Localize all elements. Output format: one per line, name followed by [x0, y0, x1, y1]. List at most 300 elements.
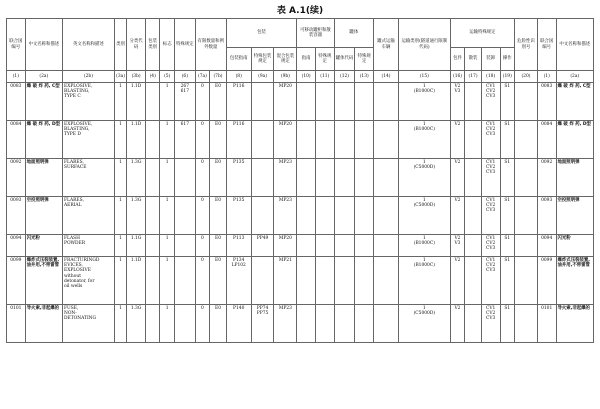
- transport-category-cell: [398, 121, 450, 159]
- un-no-text: 0093: [10, 198, 22, 203]
- package-provision-cell: [450, 121, 465, 159]
- column-number: (4): [145, 71, 160, 83]
- special-packing-cell: [251, 257, 274, 305]
- special-packing-cell: [251, 235, 274, 257]
- table-row: [7, 121, 594, 159]
- operation-provision-cell: [500, 257, 515, 305]
- bulk-provision-cell: [465, 197, 482, 235]
- excepted-qty-text: E0: [214, 198, 221, 203]
- operation-provision-cell: [500, 305, 515, 343]
- header-tank-code: 罐体代码: [334, 48, 355, 71]
- transport-category-cell: [398, 197, 450, 235]
- tank-instruction-cell: [297, 83, 316, 121]
- tank-code-cell: [334, 83, 355, 121]
- transport-category-text: 1 (B1000C): [413, 258, 435, 269]
- packing-instruction-cell: [226, 305, 251, 343]
- column-number: (2a): [556, 71, 593, 83]
- classification-code-cell: [127, 235, 146, 257]
- package-provision-text: V2: [454, 198, 461, 203]
- hazard-no-cell: [515, 83, 538, 121]
- classification-code-cell: [127, 159, 146, 197]
- loading-provision-text: CV1 CV2 CV3: [486, 84, 496, 100]
- tank-special-cell: [315, 121, 334, 159]
- packing-instruction-cell: [226, 257, 251, 305]
- class-cell: [114, 257, 126, 305]
- hazard-no-cell: [515, 235, 538, 257]
- class-cell: [114, 197, 126, 235]
- classification-code-text: 1.3G: [130, 198, 142, 203]
- special-packing-text: PP74 PP75: [256, 306, 269, 317]
- column-number: (2b): [62, 71, 114, 83]
- label-cell: [160, 305, 175, 343]
- en-name-text: EXPLOSIVE, BLASTING, TYPE D: [63, 122, 93, 138]
- mixed-packing-cell: [274, 83, 297, 121]
- excepted-qty-cell: [210, 235, 227, 257]
- excepted-qty-cell: [210, 83, 227, 121]
- column-number: (5): [160, 71, 175, 83]
- un-no-2-cell: [537, 197, 556, 235]
- header-special-packing: 特殊包装规定: [251, 48, 274, 71]
- tank-special-2-cell: [355, 121, 374, 159]
- transport-category-cell: [398, 83, 450, 121]
- vehicle-cell: [374, 159, 399, 197]
- column-number: (18): [481, 71, 500, 83]
- un-no-2-text: 0092: [541, 160, 553, 165]
- cn-name-text: 闪光粉: [26, 236, 40, 241]
- packing-instruction-text: P116: [233, 84, 245, 89]
- vehicle-cell: [374, 121, 399, 159]
- limited-qty-text: 0: [201, 160, 204, 165]
- table-row: [7, 305, 594, 343]
- classification-code-text: 1.1D: [130, 84, 142, 89]
- mixed-packing-cell: [274, 305, 297, 343]
- label-text: 1: [165, 306, 169, 311]
- hazard-no-cell: [515, 197, 538, 235]
- operation-provision-text: S1: [504, 198, 511, 203]
- label-text: 1: [165, 122, 169, 127]
- transport-category-cell: [398, 305, 450, 343]
- mixed-packing-cell: [274, 121, 297, 159]
- class-text: 1: [119, 122, 122, 127]
- label-cell: [160, 159, 175, 197]
- header-special-provisions: 特殊规定: [174, 19, 195, 71]
- loading-provision-cell: [481, 121, 500, 159]
- un-no-text: 0099: [10, 258, 22, 263]
- column-number: (10): [297, 71, 316, 83]
- package-provision-text: V2: [454, 306, 461, 311]
- class-text: 1: [119, 198, 122, 203]
- operation-provision-text: S1: [504, 236, 511, 241]
- packing-instruction-cell: [226, 83, 251, 121]
- special-provisions-text: 617: [180, 122, 190, 127]
- tank-code-cell: [334, 305, 355, 343]
- packing-group-cell: [145, 257, 160, 305]
- special-packing-cell: [251, 121, 274, 159]
- table-body: [7, 83, 594, 343]
- classification-code-cell: [127, 257, 146, 305]
- operation-provision-text: S1: [504, 160, 511, 165]
- package-provision-text: V2: [454, 160, 461, 165]
- vehicle-cell: [374, 197, 399, 235]
- header-tank-instruction: 指南: [297, 48, 316, 71]
- loading-provision-text: CV1 CV2 CV3: [486, 258, 496, 274]
- loading-provision-cell: [481, 159, 500, 197]
- tank-instruction-cell: [297, 235, 316, 257]
- column-number: (13): [355, 71, 374, 83]
- cn-name-2-cell: [556, 121, 593, 159]
- package-provision-cell: [450, 257, 465, 305]
- un-no-cell: [7, 121, 26, 159]
- operation-provision-text: S1: [504, 122, 511, 127]
- classification-code-cell: [127, 305, 146, 343]
- classification-code-text: 1.1G: [130, 236, 142, 241]
- classification-code-text: 1.1D: [130, 258, 142, 263]
- tank-special-cell: [315, 159, 334, 197]
- hazard-no-cell: [515, 305, 538, 343]
- un-no-cell: [7, 197, 26, 235]
- special-packing-cell: [251, 83, 274, 121]
- tank-special-2-cell: [355, 83, 374, 121]
- header-packing-group: 包装类别: [145, 19, 160, 71]
- limited-qty-cell: [195, 197, 210, 235]
- en-name-text: EXPLOSIVE, BLASTING, TYPE C: [63, 84, 93, 100]
- bulk-provision-cell: [465, 121, 482, 159]
- cn-name-2-text: 闪光粉: [557, 236, 571, 241]
- tank-special-cell: [315, 305, 334, 343]
- column-number: (16): [450, 71, 465, 83]
- un-no-2-cell: [537, 83, 556, 121]
- limited-qty-text: 0: [201, 236, 204, 241]
- cn-name-text: 导火索,非起爆的: [26, 306, 60, 311]
- classification-code-cell: [127, 83, 146, 121]
- special-provisions-cell: [174, 305, 195, 343]
- limited-qty-text: 0: [201, 198, 204, 203]
- un-no-cell: [7, 235, 26, 257]
- loading-provision-text: CV1 CV2 CV3: [486, 198, 496, 214]
- package-provision-cell: [450, 83, 465, 121]
- mixed-packing-text: MP20: [278, 84, 292, 89]
- un-no-2-cell: [537, 235, 556, 257]
- tank-code-cell: [334, 121, 355, 159]
- un-no-text: 0094: [10, 236, 22, 241]
- classification-code-cell: [127, 121, 146, 159]
- mixed-packing-text: MP23: [278, 198, 292, 203]
- column-number: (7b): [210, 71, 227, 83]
- operation-provision-cell: [500, 83, 515, 121]
- special-provisions-cell: [174, 121, 195, 159]
- en-name-cell: [62, 305, 114, 343]
- en-name-text: FLARES, SURFACE: [63, 160, 87, 171]
- en-name-cell: [62, 197, 114, 235]
- tank-code-cell: [334, 257, 355, 305]
- vehicle-cell: [374, 305, 399, 343]
- mixed-packing-cell: [274, 197, 297, 235]
- limited-qty-text: 0: [201, 84, 204, 89]
- table-row: [7, 159, 594, 197]
- header-tank-group: 罐体: [334, 19, 373, 48]
- packing-instruction-text: P135: [233, 198, 245, 203]
- label-text: 1: [165, 160, 169, 165]
- special-provisions-cell: [174, 197, 195, 235]
- packing-group-cell: [145, 197, 160, 235]
- package-provision-cell: [450, 305, 465, 343]
- tank-instruction-cell: [297, 197, 316, 235]
- table-row: [7, 83, 594, 121]
- column-number: (11): [315, 71, 334, 83]
- un-no-2-text: 0083: [541, 84, 553, 89]
- en-name-cell: [62, 121, 114, 159]
- tank-special-cell: [315, 83, 334, 121]
- special-packing-text: PP49: [256, 236, 269, 241]
- excepted-qty-text: E0: [214, 258, 221, 263]
- packing-instruction-text: P116: [233, 122, 245, 127]
- tank-code-cell: [334, 197, 355, 235]
- excepted-qty-text: E0: [214, 84, 221, 89]
- header-st-operation: 操作: [500, 48, 515, 71]
- excepted-qty-cell: [210, 197, 227, 235]
- loading-provision-cell: [481, 197, 500, 235]
- cn-name-cell: [25, 159, 62, 197]
- operation-provision-cell: [500, 159, 515, 197]
- operation-provision-text: S1: [504, 258, 511, 263]
- cn-name-cell: [25, 83, 62, 121]
- header-tank-special-2: 特殊规定: [355, 48, 374, 71]
- class-text: 1: [119, 236, 122, 241]
- label-cell: [160, 235, 175, 257]
- label-text: 1: [165, 258, 169, 263]
- un-no-cell: [7, 257, 26, 305]
- package-provision-text: V2 V3: [454, 236, 461, 247]
- mixed-packing-cell: [274, 159, 297, 197]
- package-provision-cell: [450, 159, 465, 197]
- package-provision-text: V2 V3: [454, 84, 461, 95]
- class-text: 1: [119, 306, 122, 311]
- limited-qty-cell: [195, 257, 210, 305]
- class-cell: [114, 235, 126, 257]
- bulk-provision-cell: [465, 257, 482, 305]
- packing-instruction-text: P135: [233, 160, 245, 165]
- mixed-packing-text: MP23: [278, 160, 292, 165]
- excepted-qty-cell: [210, 121, 227, 159]
- tank-instruction-cell: [297, 159, 316, 197]
- class-text: 1: [119, 258, 122, 263]
- excepted-qty-cell: [210, 159, 227, 197]
- en-name-cell: [62, 257, 114, 305]
- transport-category-cell: [398, 159, 450, 197]
- cn-name-2-text: 导火索,非起爆的: [557, 306, 590, 311]
- en-name-text: FLASH POWDER: [63, 236, 86, 247]
- hazard-no-cell: [515, 257, 538, 305]
- classification-code-text: 1.3G: [130, 160, 142, 165]
- cn-name-2-cell: [556, 197, 593, 235]
- transport-category-cell: [398, 235, 450, 257]
- table-row: [7, 197, 594, 235]
- packing-instruction-cell: [226, 159, 251, 197]
- limited-qty-cell: [195, 83, 210, 121]
- special-provisions-cell: [174, 159, 195, 197]
- en-name-text: FLARES, AERIAL: [63, 198, 84, 209]
- column-number: (6): [174, 71, 195, 83]
- tank-special-2-cell: [355, 235, 374, 257]
- packing-group-cell: [145, 121, 160, 159]
- cn-name-text: 地面照明弹: [26, 160, 49, 165]
- column-number: (3b): [127, 71, 146, 83]
- header-st-bulk: 散装: [465, 48, 482, 71]
- packing-instruction-cell: [226, 235, 251, 257]
- loading-provision-text: CV1 CV2 CV3: [486, 236, 496, 252]
- transport-category-text: 1 (B1000C): [413, 236, 435, 247]
- bulk-provision-cell: [465, 159, 482, 197]
- header-vehicle: 罐式运输车辆: [374, 19, 399, 71]
- tank-instruction-cell: [297, 257, 316, 305]
- label-text: 1: [165, 198, 169, 203]
- bulk-provision-cell: [465, 235, 482, 257]
- vehicle-cell: [374, 235, 399, 257]
- un-no-text: 0083: [10, 84, 22, 89]
- classification-code-text: 1.1D: [130, 122, 142, 127]
- header-special-transport-group: 运输特殊规定: [450, 19, 514, 48]
- cn-name-text: 空投照明弹: [26, 198, 49, 203]
- mixed-packing-text: MP21: [278, 258, 292, 263]
- cn-name-text: 爆 破 炸 药, D型: [26, 122, 61, 127]
- column-number: (3a): [114, 71, 126, 83]
- cn-name-cell: [25, 121, 62, 159]
- excepted-qty-cell: [210, 257, 227, 305]
- loading-provision-text: CV1 CV2 CV3: [486, 306, 496, 322]
- vehicle-cell: [374, 83, 399, 121]
- special-provisions-cell: [174, 257, 195, 305]
- header-limited-excepted: 有限数量和例外数量: [195, 19, 226, 71]
- cn-name-cell: [25, 257, 62, 305]
- header-transport-category: 运输类别(隧道通行限制代码): [398, 19, 450, 71]
- cn-name-cell: [25, 305, 62, 343]
- hazard-no-cell: [515, 159, 538, 197]
- un-no-text: 0092: [10, 160, 22, 165]
- column-number: (8): [226, 71, 251, 83]
- header-packing-instruction: 包装指南: [226, 48, 251, 71]
- mixed-packing-text: MP23: [278, 306, 292, 311]
- transport-category-cell: [398, 257, 450, 305]
- vehicle-cell: [374, 257, 399, 305]
- un-no-cell: [7, 305, 26, 343]
- column-number: (12): [334, 71, 355, 83]
- tank-instruction-cell: [297, 121, 316, 159]
- un-no-2-cell: [537, 305, 556, 343]
- en-name-text: FUSE, NON- DETONATING: [63, 306, 97, 322]
- loading-provision-cell: [481, 235, 500, 257]
- un-no-text: 0084: [10, 122, 22, 127]
- transport-category-text: 1 (B1000C): [413, 84, 435, 95]
- class-cell: [114, 159, 126, 197]
- loading-provision-cell: [481, 83, 500, 121]
- operation-provision-text: S1: [504, 84, 511, 89]
- class-cell: [114, 83, 126, 121]
- cn-name-2-text: 地面照明弹: [557, 160, 580, 165]
- operation-provision-cell: [500, 235, 515, 257]
- cn-name-2-text: 爆炸式压裂装置,油井用,不带雷管: [557, 258, 590, 269]
- un-no-2-text: 0093: [541, 198, 553, 203]
- special-packing-cell: [251, 305, 274, 343]
- en-name-cell: [62, 159, 114, 197]
- operation-provision-cell: [500, 197, 515, 235]
- class-text: 1: [119, 84, 122, 89]
- loading-provision-text: CV1 CV2 CV3: [486, 160, 496, 176]
- label-text: 1: [165, 236, 169, 241]
- transport-category-text: 1 (B1000C): [413, 122, 435, 133]
- label-text: 1: [165, 84, 169, 89]
- limited-qty-cell: [195, 121, 210, 159]
- mixed-packing-text: MP20: [278, 122, 292, 127]
- cn-name-2-cell: [556, 235, 593, 257]
- column-number: (19): [500, 71, 515, 83]
- un-no-2-text: 0099: [541, 258, 553, 263]
- package-provision-text: V2: [454, 258, 461, 263]
- cn-name-text: 爆 破 炸 药, C型: [26, 84, 60, 89]
- limited-qty-text: 0: [201, 122, 204, 127]
- limited-qty-text: 0: [201, 306, 204, 311]
- un-no-cell: [7, 83, 26, 121]
- un-no-2-cell: [537, 159, 556, 197]
- cn-name-2-cell: [556, 159, 593, 197]
- packing-instruction-cell: [226, 197, 251, 235]
- header-hazard-no: 危险性识别号: [515, 19, 538, 71]
- un-no-cell: [7, 159, 26, 197]
- column-number-row: [7, 71, 594, 83]
- label-cell: [160, 257, 175, 305]
- header-packaging-group: 包装: [226, 19, 297, 48]
- excepted-qty-cell: [210, 305, 227, 343]
- tank-special-2-cell: [355, 159, 374, 197]
- package-provision-cell: [450, 235, 465, 257]
- header-classification-code: 分类代码: [127, 19, 146, 71]
- header-portable-tank-group: 可移动罐柜和散装容器: [297, 19, 334, 48]
- loading-provision-text: CV1 CV2 CV3: [486, 122, 496, 138]
- bulk-provision-cell: [465, 83, 482, 121]
- tank-special-2-cell: [355, 257, 374, 305]
- class-cell: [114, 305, 126, 343]
- packing-instruction-text: P134 LP102: [231, 258, 246, 269]
- packing-group-cell: [145, 83, 160, 121]
- transport-category-text: 1 (C5000D): [413, 160, 436, 171]
- header-tank-special: 特殊规定: [315, 48, 334, 71]
- classification-code-text: 1.3G: [130, 306, 142, 311]
- column-number: (9a): [251, 71, 274, 83]
- label-cell: [160, 121, 175, 159]
- excepted-qty-text: E0: [214, 236, 221, 241]
- header-un-no-2: 联合国编号: [537, 19, 556, 71]
- cn-name-2-text: 空投照明弹: [557, 198, 580, 203]
- un-no-2-cell: [537, 121, 556, 159]
- dangerous-goods-table: [6, 18, 594, 343]
- transport-category-text: 1 (C5000D): [413, 306, 436, 317]
- special-provisions-cell: [174, 83, 195, 121]
- hazard-no-cell: [515, 121, 538, 159]
- header-mixed-packing: 混合包装规定: [274, 48, 297, 71]
- column-number: (17): [465, 71, 482, 83]
- mixed-packing-text: MP20: [278, 236, 292, 241]
- limited-qty-text: 0: [201, 258, 204, 263]
- excepted-qty-text: E0: [214, 306, 221, 311]
- en-name-cell: [62, 83, 114, 121]
- loading-provision-cell: [481, 305, 500, 343]
- operation-provision-text: S1: [504, 306, 511, 311]
- tank-code-cell: [334, 235, 355, 257]
- cn-name-2-text: 爆 破 炸 药, C型: [557, 84, 591, 89]
- label-cell: [160, 197, 175, 235]
- table-title: 表 A.1(续): [276, 6, 324, 16]
- tank-instruction-cell: [297, 305, 316, 343]
- packing-group-cell: [145, 305, 160, 343]
